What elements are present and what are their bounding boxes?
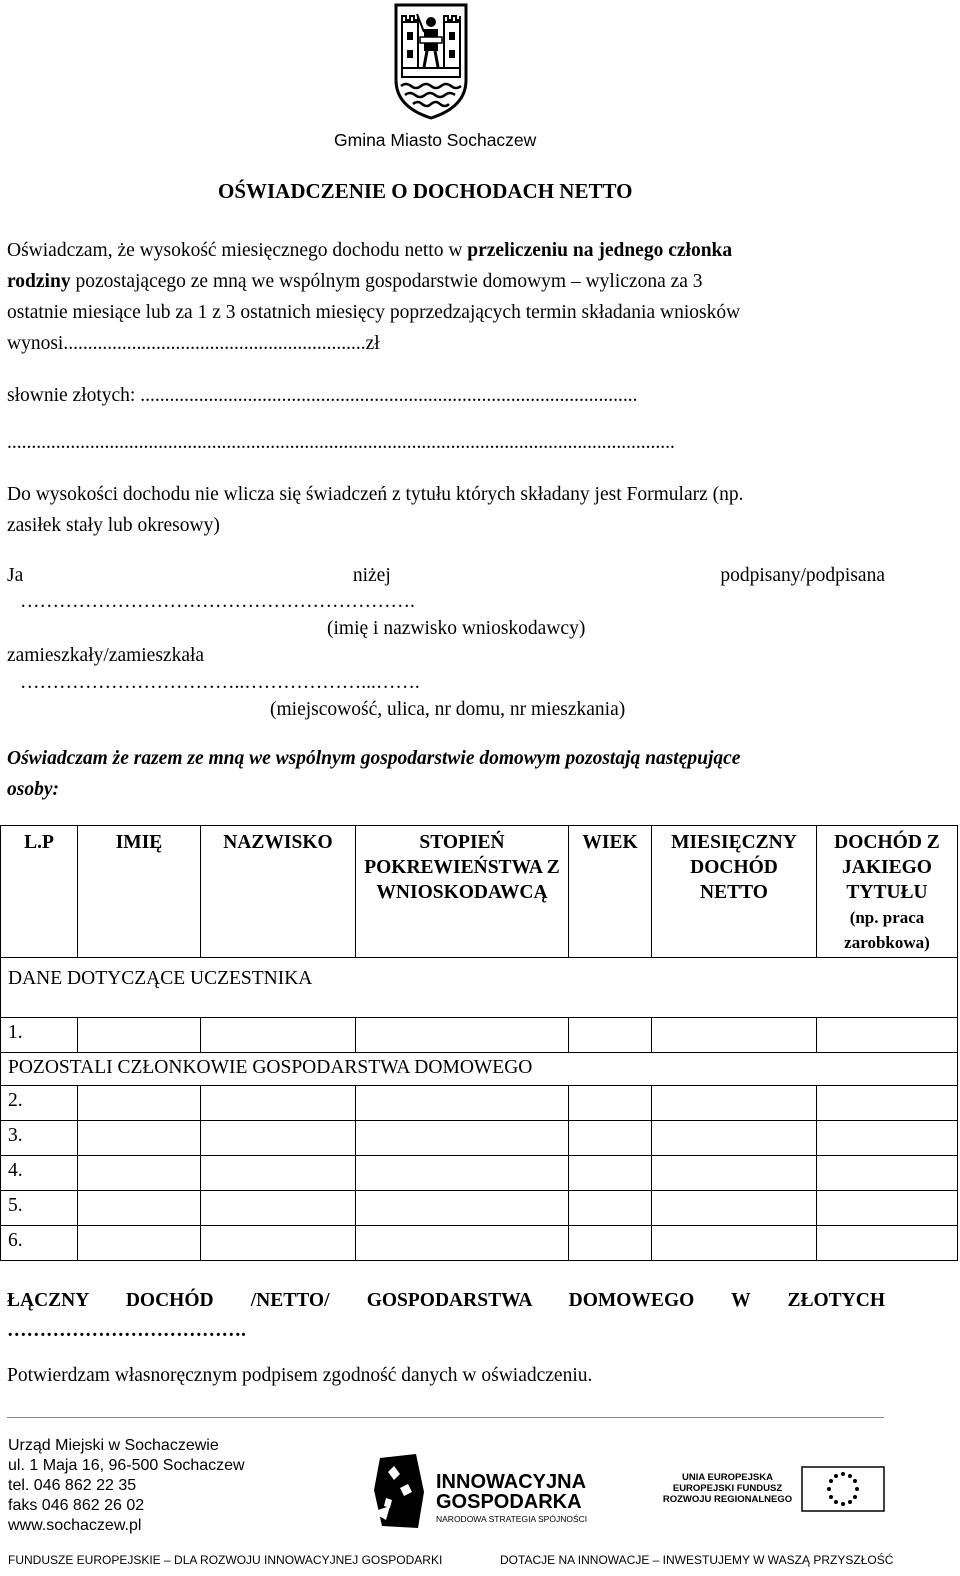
section-others-label: POZOSTALI CZŁONKOWIE GOSPODARSTWA DOMOWEGO [8, 1057, 533, 1078]
municipality-name: Gmina Miasto Sochaczew [334, 130, 537, 150]
section-row-others [1, 1053, 958, 1086]
table-row: 1. [1, 1018, 958, 1053]
address-dots: ……………………………..………………...……. [20, 672, 420, 693]
declarant-line [7, 566, 885, 586]
footer-rule [7, 1417, 884, 1418]
header-dochod-netto: MIESIĘCZNY DOCHÓD NETTO [652, 826, 817, 958]
declarant-word-ja: Ja [7, 565, 24, 586]
exclusion-line-1: Do wysokości dochodu nie wlicza się świadczeń z tytułu których składany jest Formularz (np. [7, 484, 744, 505]
household-members-table [0, 825, 958, 1261]
declarant-word-podpisany: podpisany/podpisana [720, 565, 885, 586]
innowacyjna-gospodarka-text: INNOWACYJNA GOSPODARKA [436, 1471, 587, 1513]
footer-address: ul. 1 Maja 16, 96-500 Sochaczew [8, 1457, 245, 1474]
innowacyjna-gospodarka-logo-icon [372, 1452, 428, 1530]
address-caption: (miejscowość, ulica, nr domu, nr mieszkania) [270, 699, 626, 720]
table-row: 3. [1, 1121, 958, 1156]
header-imie: IMIĘ [78, 826, 201, 958]
address-label: zamieszkały/zamieszkała [7, 645, 205, 666]
declarant-word-nizej: niżej [352, 565, 391, 586]
exclusion-line-2: zasiłek stały lub okresowy) [7, 515, 220, 536]
section-row-participant [1, 958, 958, 1018]
coat-of-arms-icon [393, 2, 469, 120]
footer-bottom-left: FUNDUSZE EUROPEJSKIE – DLA ROZWOJU INNOWACYJNEJ GOSPODARKI [8, 1553, 443, 1567]
header-dochod-tytul: DOCHÓD Z JAKIEGO TYTUŁU (np. praca zarobkowa) [817, 826, 958, 958]
intro-line-4-amount: wynosi..............................................................zł [7, 333, 380, 354]
table-row: 5. [1, 1191, 958, 1226]
declarant-name-dots: ……………………………………………………. [20, 591, 415, 612]
header-wiek: WIEK [569, 826, 652, 958]
eu-flag-icon [801, 1466, 885, 1512]
confirmation-text: Potwierdzam własnoręcznym podpisem zgodność danych w oświadczeniu. [7, 1365, 593, 1386]
table-row: 2. [1, 1086, 958, 1121]
table-header-row [1, 826, 958, 958]
header-stopien: STOPIEŃ POKREWIEŃSTWA Z WNIOSKODAWCĄ [356, 826, 569, 958]
footer-fax: faks 046 862 26 02 [8, 1497, 145, 1514]
footer-contact [8, 1436, 245, 1536]
household-statement-2: osoby: [7, 779, 59, 800]
footer-bottom-right: DOTACJE NA INNOWACJE – INWESTUJEMY W WASZĄ PRZYSZŁOŚĆ [500, 1553, 894, 1567]
table-row: 4. [1, 1156, 958, 1191]
section-participant-label: DANE DOTYCZĄCE UCZESTNIKA [8, 968, 313, 989]
household-statement-1: Oświadczam że razem ze mną we wspólnym gospodarstwie domowym pozostają następujące [7, 748, 741, 769]
nss-text: NARODOWA STRATEGIA SPÓJNOŚCI [436, 1514, 588, 1524]
intro-line-2: rodziny pozostającego ze mną we wspólnym gospodarstwie domowym – wyliczona za 3 [7, 271, 703, 292]
intro-line-3: ostatnie miesiące lub za 1 z 3 ostatnich miesięcy poprzedzających termin składania wniosków [7, 302, 741, 323]
table-row: 6. [1, 1226, 958, 1261]
footer-tel: tel. 046 862 22 35 [8, 1477, 137, 1494]
footer-www: www.sochaczew.pl [8, 1517, 142, 1534]
total-income-dots: ………………………………. [7, 1320, 246, 1341]
amount-in-words: słownie złotych: ...................................................................................................... [7, 385, 638, 406]
total-income-label: ŁĄCZNY DOCHÓD /NETTO/ GOSPODARSTWA DOMOWEGO W ZŁOTYCH [7, 1290, 885, 1311]
header-lp: L.P [1, 826, 78, 958]
eu-fund-text: UNIA EUROPEJSKA EUROPEJSKI FUNDUSZ ROZWOJU REGIONALNEGO [662, 1472, 793, 1505]
page-title: OŚWIADCZENIE O DOCHODACH NETTO [218, 179, 633, 203]
declarant-name-caption: (imię i nazwisko wnioskodawcy) [327, 618, 586, 639]
header-nazwisko: NAZWISKO [201, 826, 356, 958]
amount-in-words-continued: ......................................................................................................................................... [7, 432, 675, 453]
footer-office: Urząd Miejski w Sochaczewie [8, 1437, 219, 1454]
intro-line-1: Oświadczam, że wysokość miesięcznego dochodu netto w przeliczeniu na jednego członka [7, 240, 733, 261]
